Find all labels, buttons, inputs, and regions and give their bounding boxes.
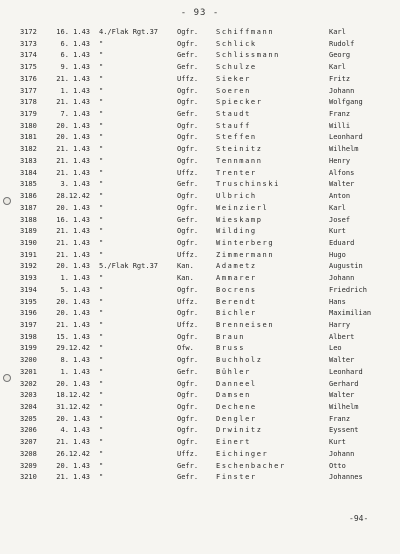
table-row bbox=[0, 215, 400, 227]
table-row bbox=[0, 320, 400, 332]
entry-date: 18.12.42 bbox=[56, 391, 90, 400]
entry-rank: Ogfr. bbox=[177, 332, 199, 341]
table-row bbox=[0, 238, 400, 250]
table-row bbox=[0, 27, 400, 39]
entry-number: 3197 bbox=[20, 320, 37, 329]
entry-unit: " bbox=[99, 156, 104, 165]
entry-surname: Steinitz bbox=[216, 145, 263, 154]
entry-date: 6. 1.43 bbox=[60, 51, 90, 60]
entry-number: 3178 bbox=[20, 98, 37, 107]
entry-rank: Ogfr. bbox=[177, 145, 199, 154]
table-row bbox=[0, 86, 400, 98]
entry-rank: Ogfr. bbox=[177, 403, 199, 411]
entry-unit: " bbox=[99, 379, 104, 388]
entry-number: 3203 bbox=[20, 391, 37, 400]
entry-date: 8. 1.43 bbox=[60, 356, 90, 365]
entry-rank: Ogfr. bbox=[177, 192, 199, 201]
entry-rank: Ogfr. bbox=[177, 203, 199, 212]
table-row bbox=[0, 74, 400, 86]
entry-first-name: Franz bbox=[329, 110, 351, 119]
entry-unit: " bbox=[99, 227, 104, 236]
entry-date: 21. 1.43 bbox=[56, 438, 90, 447]
entry-unit: " bbox=[99, 320, 104, 329]
entry-surname: Bruss bbox=[216, 344, 246, 353]
entry-number: 3206 bbox=[20, 426, 37, 435]
entry-surname: Drwinitz bbox=[216, 426, 263, 435]
entry-first-name: Leo bbox=[329, 344, 342, 353]
entry-surname: Spiecker bbox=[216, 98, 263, 107]
next-page-reference: -94- bbox=[349, 514, 369, 523]
entry-rank: Uffz. bbox=[177, 449, 199, 458]
entry-first-name: Henry bbox=[329, 156, 351, 165]
entry-unit: " bbox=[99, 473, 104, 482]
entry-unit: " bbox=[99, 63, 104, 72]
table-row bbox=[0, 121, 400, 133]
entry-rank: Ogfr. bbox=[177, 309, 199, 318]
entry-date: 20. 1.43 bbox=[56, 379, 90, 388]
entry-unit: " bbox=[99, 449, 104, 458]
entry-surname: Dengler bbox=[216, 414, 257, 423]
page-number: - 93 - bbox=[180, 8, 220, 18]
entry-unit: " bbox=[99, 203, 104, 212]
entry-date: 21. 1.43 bbox=[56, 145, 90, 154]
entry-rank: Ogfr. bbox=[177, 379, 199, 388]
entry-first-name: Kurt bbox=[329, 227, 346, 236]
entry-rank: Ogfr. bbox=[177, 121, 199, 130]
entry-date: 20. 1.43 bbox=[56, 121, 90, 130]
entry-surname: Tennmann bbox=[216, 156, 263, 165]
entry-date: 21. 1.43 bbox=[56, 168, 90, 177]
entry-rank: Uffz. bbox=[177, 297, 199, 306]
entry-rank: Gefr. bbox=[177, 461, 199, 470]
entry-surname: Bichler bbox=[216, 309, 257, 318]
entry-first-name: Wilhelm bbox=[329, 403, 359, 411]
entry-rank: Ogfr. bbox=[177, 238, 199, 247]
entry-unit: " bbox=[99, 274, 104, 283]
entry-first-name: Hans bbox=[329, 297, 346, 306]
entry-unit: " bbox=[99, 414, 104, 423]
entry-surname: Bocrens bbox=[216, 285, 257, 294]
entry-first-name: Leonhard bbox=[329, 133, 363, 142]
entry-surname: Ammarer bbox=[216, 274, 257, 283]
table-row bbox=[0, 168, 400, 180]
entry-date: 20. 1.43 bbox=[56, 309, 90, 318]
entry-date: 20. 1.43 bbox=[56, 133, 90, 142]
entry-first-name: Wilhelm bbox=[329, 145, 359, 154]
entry-surname: Stauff bbox=[216, 121, 251, 130]
entry-unit: " bbox=[99, 438, 104, 447]
entry-unit: " bbox=[99, 121, 104, 130]
entry-unit: " bbox=[99, 285, 104, 294]
entry-rank: Ofw. bbox=[177, 344, 194, 353]
entry-first-name: Albert bbox=[329, 332, 355, 341]
entry-first-name: Johannes bbox=[329, 473, 363, 482]
entry-unit: " bbox=[99, 215, 104, 224]
entry-number: 3176 bbox=[20, 74, 37, 83]
entry-unit: " bbox=[99, 133, 104, 142]
entry-surname: Soeren bbox=[216, 86, 251, 95]
entry-number: 3186 bbox=[20, 192, 37, 201]
entry-unit: " bbox=[99, 426, 104, 435]
entry-rank: Ogfr. bbox=[177, 86, 199, 95]
table-row bbox=[0, 414, 400, 426]
entry-unit: 5./Flak Rgt.37 bbox=[99, 262, 159, 271]
entry-number: 3174 bbox=[20, 51, 37, 60]
entry-first-name: Georg bbox=[329, 51, 351, 60]
entry-unit: " bbox=[99, 297, 104, 306]
entry-first-name: Karl bbox=[329, 203, 346, 212]
entry-surname: Wilding bbox=[216, 227, 257, 236]
entry-first-name: Eyssent bbox=[329, 426, 359, 435]
entry-number: 3190 bbox=[20, 238, 37, 247]
entry-date: 20. 1.43 bbox=[56, 297, 90, 306]
entry-number: 3208 bbox=[20, 449, 37, 458]
table-row bbox=[0, 367, 400, 379]
entry-date: 28.12.42 bbox=[56, 192, 90, 201]
table-row bbox=[0, 343, 400, 355]
entry-date: 16. 1.43 bbox=[56, 28, 90, 36]
entry-rank: Gefr. bbox=[177, 180, 199, 189]
entry-unit: " bbox=[99, 86, 104, 95]
entry-number: 3201 bbox=[20, 367, 37, 376]
entry-number: 3184 bbox=[20, 168, 37, 177]
entry-date: 21. 1.43 bbox=[56, 238, 90, 247]
entry-unit: " bbox=[99, 74, 104, 83]
entry-surname: Danneel bbox=[216, 379, 257, 388]
entry-rank: Kan. bbox=[177, 274, 194, 283]
table-row bbox=[0, 285, 400, 297]
entry-date: 20. 1.43 bbox=[56, 203, 90, 212]
entry-number: 3205 bbox=[20, 414, 37, 423]
entry-number: 3179 bbox=[20, 110, 37, 119]
entry-rank: Gefr. bbox=[177, 110, 199, 119]
entry-date: 31.12.42 bbox=[56, 403, 90, 411]
entry-date: 21. 1.43 bbox=[56, 74, 90, 83]
entry-first-name: Johann bbox=[329, 86, 355, 95]
entry-surname: Eschenbacher bbox=[216, 461, 286, 470]
table-row bbox=[0, 62, 400, 74]
entry-first-name: Fritz bbox=[329, 74, 351, 83]
entry-number: 3199 bbox=[20, 344, 37, 353]
entry-first-name: Karl bbox=[329, 63, 346, 72]
entry-surname: Brenneisen bbox=[216, 320, 275, 329]
entry-surname: Schlissmann bbox=[216, 51, 280, 60]
entry-rank: Uffz. bbox=[177, 168, 199, 177]
entry-surname: Truschinski bbox=[216, 180, 280, 189]
entry-unit: " bbox=[99, 250, 104, 259]
entry-first-name: Anton bbox=[329, 192, 351, 201]
entry-number: 3175 bbox=[20, 63, 37, 72]
entry-first-name: Johann bbox=[329, 274, 355, 283]
entry-first-name: Gerhard bbox=[329, 379, 359, 388]
entry-rank: Ogfr. bbox=[177, 227, 199, 236]
entry-surname: Weinzierl bbox=[216, 203, 269, 212]
entry-number: 3196 bbox=[20, 309, 37, 318]
entry-number: 3177 bbox=[20, 86, 37, 95]
table-row bbox=[0, 308, 400, 320]
entry-surname: Einert bbox=[216, 438, 251, 447]
entry-number: 3195 bbox=[20, 297, 37, 306]
entry-surname: Dechene bbox=[216, 403, 257, 411]
entry-unit: " bbox=[99, 192, 104, 201]
entry-rank: Ogfr. bbox=[177, 438, 199, 447]
entry-unit: " bbox=[99, 145, 104, 154]
entry-first-name: Franz bbox=[329, 414, 351, 423]
entry-number: 3198 bbox=[20, 332, 37, 341]
entry-surname: Zimmermann bbox=[216, 250, 275, 259]
entry-number: 3192 bbox=[20, 262, 37, 271]
entry-first-name: Rudolf bbox=[329, 39, 355, 48]
entry-surname: Schlick bbox=[216, 39, 257, 48]
entry-number: 3189 bbox=[20, 227, 37, 236]
entry-rank: Ogfr. bbox=[177, 39, 199, 48]
entry-first-name: Otto bbox=[329, 461, 346, 470]
entry-unit: " bbox=[99, 110, 104, 119]
entry-number: 3207 bbox=[20, 438, 37, 447]
entry-date: 21. 1.43 bbox=[56, 227, 90, 236]
entry-date: 7. 1.43 bbox=[60, 110, 90, 119]
entry-date: 16. 1.43 bbox=[56, 215, 90, 224]
entry-date: 9. 1.43 bbox=[60, 63, 90, 72]
table-row bbox=[0, 390, 400, 402]
entry-surname: Finster bbox=[216, 473, 257, 482]
entry-unit: " bbox=[99, 39, 104, 48]
entry-date: 1. 1.43 bbox=[60, 367, 90, 376]
entry-rank: Gefr. bbox=[177, 473, 199, 482]
entry-number: 3193 bbox=[20, 274, 37, 283]
table-row bbox=[0, 144, 400, 156]
entry-unit: " bbox=[99, 344, 104, 353]
entry-number: 3200 bbox=[20, 356, 37, 365]
entry-first-name: Leonhard bbox=[329, 367, 363, 376]
entry-unit: " bbox=[99, 356, 104, 365]
entry-first-name: Harry bbox=[329, 320, 351, 329]
table-row bbox=[0, 379, 400, 391]
entry-first-name: Maximilian bbox=[329, 309, 372, 318]
entry-date: 20. 1.43 bbox=[56, 414, 90, 423]
table-row bbox=[0, 156, 400, 168]
entry-surname: Steffen bbox=[216, 133, 257, 142]
entry-rank: Gefr. bbox=[177, 63, 199, 72]
entry-rank: Uffz. bbox=[177, 250, 199, 259]
entry-rank: Ogfr. bbox=[177, 156, 199, 165]
table-row bbox=[0, 109, 400, 121]
entry-surname: Bühler bbox=[216, 367, 251, 376]
table-row bbox=[0, 355, 400, 367]
entry-first-name: Walter bbox=[329, 356, 355, 365]
entry-date: 26.12.42 bbox=[56, 449, 90, 458]
entry-first-name: Hugo bbox=[329, 250, 346, 259]
entry-unit: " bbox=[99, 309, 104, 318]
table-row bbox=[0, 261, 400, 273]
entry-date: 3. 1.43 bbox=[60, 180, 90, 189]
entry-date: 29.12.42 bbox=[56, 344, 90, 353]
entry-date: 21. 1.43 bbox=[56, 250, 90, 259]
entry-number: 3183 bbox=[20, 156, 37, 165]
entry-first-name: Josef bbox=[329, 215, 351, 224]
entry-first-name: Wolfgang bbox=[329, 98, 363, 107]
table-row bbox=[0, 203, 400, 215]
entry-number: 3188 bbox=[20, 215, 37, 224]
table-row bbox=[0, 191, 400, 203]
entry-number: 3191 bbox=[20, 250, 37, 259]
entry-rank: Ogfr. bbox=[177, 426, 199, 435]
table-row bbox=[0, 250, 400, 262]
entry-first-name: Friedrich bbox=[329, 285, 367, 294]
entry-surname: Adametz bbox=[216, 262, 257, 271]
entry-surname: Braun bbox=[216, 332, 246, 341]
entry-date: 4. 1.43 bbox=[60, 426, 90, 435]
casualty-list-table bbox=[0, 27, 400, 484]
entry-unit: " bbox=[99, 461, 104, 470]
entry-rank: Gefr. bbox=[177, 367, 199, 376]
entry-number: 3172 bbox=[20, 28, 37, 36]
entry-number: 3209 bbox=[20, 461, 37, 470]
entry-first-name: Alfons bbox=[329, 168, 355, 177]
table-row bbox=[0, 297, 400, 309]
entry-date: 6. 1.43 bbox=[60, 39, 90, 48]
table-row bbox=[0, 461, 400, 473]
table-row bbox=[0, 425, 400, 437]
entry-date: 1. 1.43 bbox=[60, 86, 90, 95]
entry-first-name: Walter bbox=[329, 180, 355, 189]
entry-surname: Buchholz bbox=[216, 356, 263, 365]
entry-number: 3204 bbox=[20, 403, 37, 411]
entry-number: 3173 bbox=[20, 39, 37, 48]
entry-rank: Uffz. bbox=[177, 320, 199, 329]
entry-number: 3210 bbox=[20, 473, 37, 482]
entry-number: 3185 bbox=[20, 180, 37, 189]
entry-first-name: Johann bbox=[329, 449, 355, 458]
entry-rank: Ogfr. bbox=[177, 28, 199, 36]
entry-rank: Ogfr. bbox=[177, 356, 199, 365]
entry-unit: " bbox=[99, 180, 104, 189]
entry-number: 3194 bbox=[20, 285, 37, 294]
entry-first-name: Eduard bbox=[329, 238, 355, 247]
entry-number: 3182 bbox=[20, 145, 37, 154]
entry-date: 21. 1.43 bbox=[56, 156, 90, 165]
table-row bbox=[0, 273, 400, 285]
entry-surname: Staudt bbox=[216, 110, 251, 119]
entry-first-name: Willi bbox=[329, 121, 351, 130]
entry-unit: " bbox=[99, 332, 104, 341]
entry-unit: " bbox=[99, 98, 104, 107]
table-row bbox=[0, 472, 400, 484]
entry-number: 3180 bbox=[20, 121, 37, 130]
entry-surname: Eichinger bbox=[216, 449, 269, 458]
entry-unit: " bbox=[99, 391, 104, 400]
table-row bbox=[0, 437, 400, 449]
entry-unit: " bbox=[99, 168, 104, 177]
entry-surname: Winterberg bbox=[216, 238, 275, 247]
entry-number: 3187 bbox=[20, 203, 37, 212]
table-row bbox=[0, 449, 400, 461]
entry-date: 21. 1.43 bbox=[56, 320, 90, 329]
table-row bbox=[0, 132, 400, 144]
table-row bbox=[0, 50, 400, 62]
entry-unit: " bbox=[99, 51, 104, 60]
entry-rank: Gefr. bbox=[177, 215, 199, 224]
entry-surname: Schiffmann bbox=[216, 28, 275, 36]
entry-rank: Gefr. bbox=[177, 51, 199, 60]
entry-unit: 4./Flak Rgt.37 bbox=[99, 28, 159, 36]
entry-surname: Trenter bbox=[216, 168, 257, 177]
entry-first-name: Kurt bbox=[329, 438, 346, 447]
entry-rank: Ogfr. bbox=[177, 133, 199, 142]
entry-number: 3181 bbox=[20, 133, 37, 142]
table-row bbox=[0, 39, 400, 51]
entry-date: 5. 1.43 bbox=[60, 285, 90, 294]
entry-rank: Kan. bbox=[177, 262, 194, 271]
entry-rank: Ogfr. bbox=[177, 414, 199, 423]
entry-rank: Ogfr. bbox=[177, 98, 199, 107]
table-row bbox=[0, 179, 400, 191]
entry-surname: Berendt bbox=[216, 297, 257, 306]
entry-rank: Uffz. bbox=[177, 74, 199, 83]
entry-first-name: Karl bbox=[329, 28, 346, 36]
entry-number: 3202 bbox=[20, 379, 37, 388]
entry-date: 20. 1.43 bbox=[56, 262, 90, 271]
entry-rank: Ogfr. bbox=[177, 391, 199, 400]
entry-unit: " bbox=[99, 238, 104, 247]
entry-first-name: Walter bbox=[329, 391, 355, 400]
entry-unit: " bbox=[99, 367, 104, 376]
entry-date: 21. 1.43 bbox=[56, 98, 90, 107]
entry-unit: " bbox=[99, 403, 104, 411]
entry-date: 1. 1.43 bbox=[60, 274, 90, 283]
entry-surname: Wieskamp bbox=[216, 215, 263, 224]
entry-surname: Ulbrich bbox=[216, 192, 257, 201]
entry-date: 21. 1.43 bbox=[56, 473, 90, 482]
table-row bbox=[0, 226, 400, 238]
entry-date: 20. 1.43 bbox=[56, 461, 90, 470]
table-row bbox=[0, 332, 400, 344]
table-row bbox=[0, 402, 400, 414]
entry-rank: Ogfr. bbox=[177, 285, 199, 294]
table-row bbox=[0, 97, 400, 109]
entry-surname: Schulze bbox=[216, 63, 257, 72]
entry-first-name: Augustin bbox=[329, 262, 363, 271]
entry-surname: Sieker bbox=[216, 74, 251, 83]
entry-surname: Damsen bbox=[216, 391, 251, 400]
entry-date: 15. 1.43 bbox=[56, 332, 90, 341]
